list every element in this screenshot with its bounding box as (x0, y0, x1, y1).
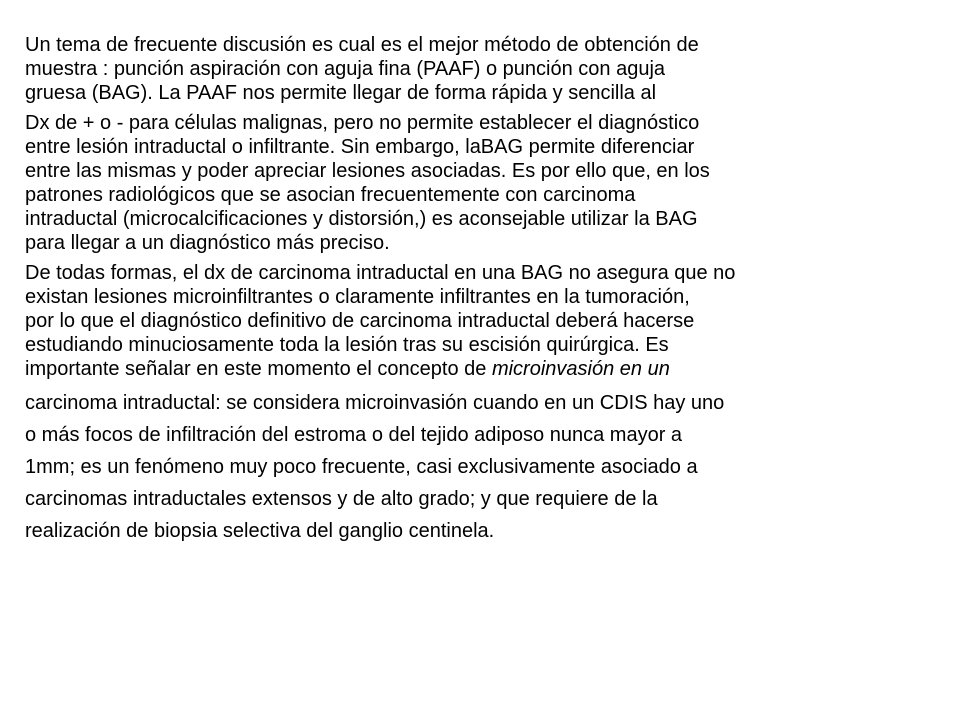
continuation-line: carcinoma intraductal: se considera microinvasión cuando en un CDIS hay uno (25, 392, 725, 414)
text-line: entre lesión intraductal o infiltrante. Sin embargo, laBAG permite diferenciar (25, 136, 695, 158)
paragraph-method-discussion (25, 33, 905, 105)
text-line: para llegar a un diagnóstico más preciso. (25, 232, 390, 254)
text-line: entre las mismas y poder apreciar lesiones asociadas. Es por ello que, en los (25, 160, 710, 182)
text-plain: importante señalar en este momento el concepto de (25, 358, 492, 380)
continuation-line: 1mm; es un fenómeno muy poco frecuente, casi exclusivamente asociado a (25, 456, 698, 478)
continuation-line: realización de biopsia selectiva del ganglio centinela. (25, 520, 495, 542)
continuation-line: carcinomas intraductales extensos y de alto grado; y que requiere de la (25, 488, 658, 510)
text-body (25, 33, 905, 543)
text-line: De todas formas, el dx de carcinoma intraductal en una BAG no asegura que no (25, 262, 736, 284)
text-line: patrones radiológicos que se asocian frecuentemente con carcinoma (25, 184, 636, 206)
paragraph-bag-diagnosis (25, 261, 905, 381)
text-line: Un tema de frecuente discusión es cual es el mejor método de obtención de (25, 34, 699, 56)
paragraph-paaf-limits (25, 111, 905, 255)
text-line: estudiando minuciosamente toda la lesión tras su escisión quirúrgica. Es (25, 334, 669, 356)
continuation-line: o más focos de infiltración del estroma o del tejido adiposo nunca mayor a (25, 424, 683, 446)
text-line: Dx de + o - para células malignas, pero no permite establecer el diagnóstico (25, 112, 700, 134)
text-line: por lo que el diagnóstico definitivo de carcinoma intraductal deberá hacerse (25, 310, 695, 332)
text-line: existan lesiones microinfiltrantes o claramente infiltrantes en la tumoración, (25, 286, 690, 308)
text-italic-term: microinvasión en un (491, 358, 670, 380)
text-line (25, 357, 905, 381)
text-line: intraductal (microcalcificaciones y distorsión,) es aconsejable utilizar la BAG (25, 208, 698, 230)
text-line: gruesa (BAG). La PAAF nos permite llegar de forma rápida y sencilla al (25, 82, 657, 104)
text-line: muestra : punción aspiración con aguja fina (PAAF) o punción con aguja (25, 58, 666, 80)
